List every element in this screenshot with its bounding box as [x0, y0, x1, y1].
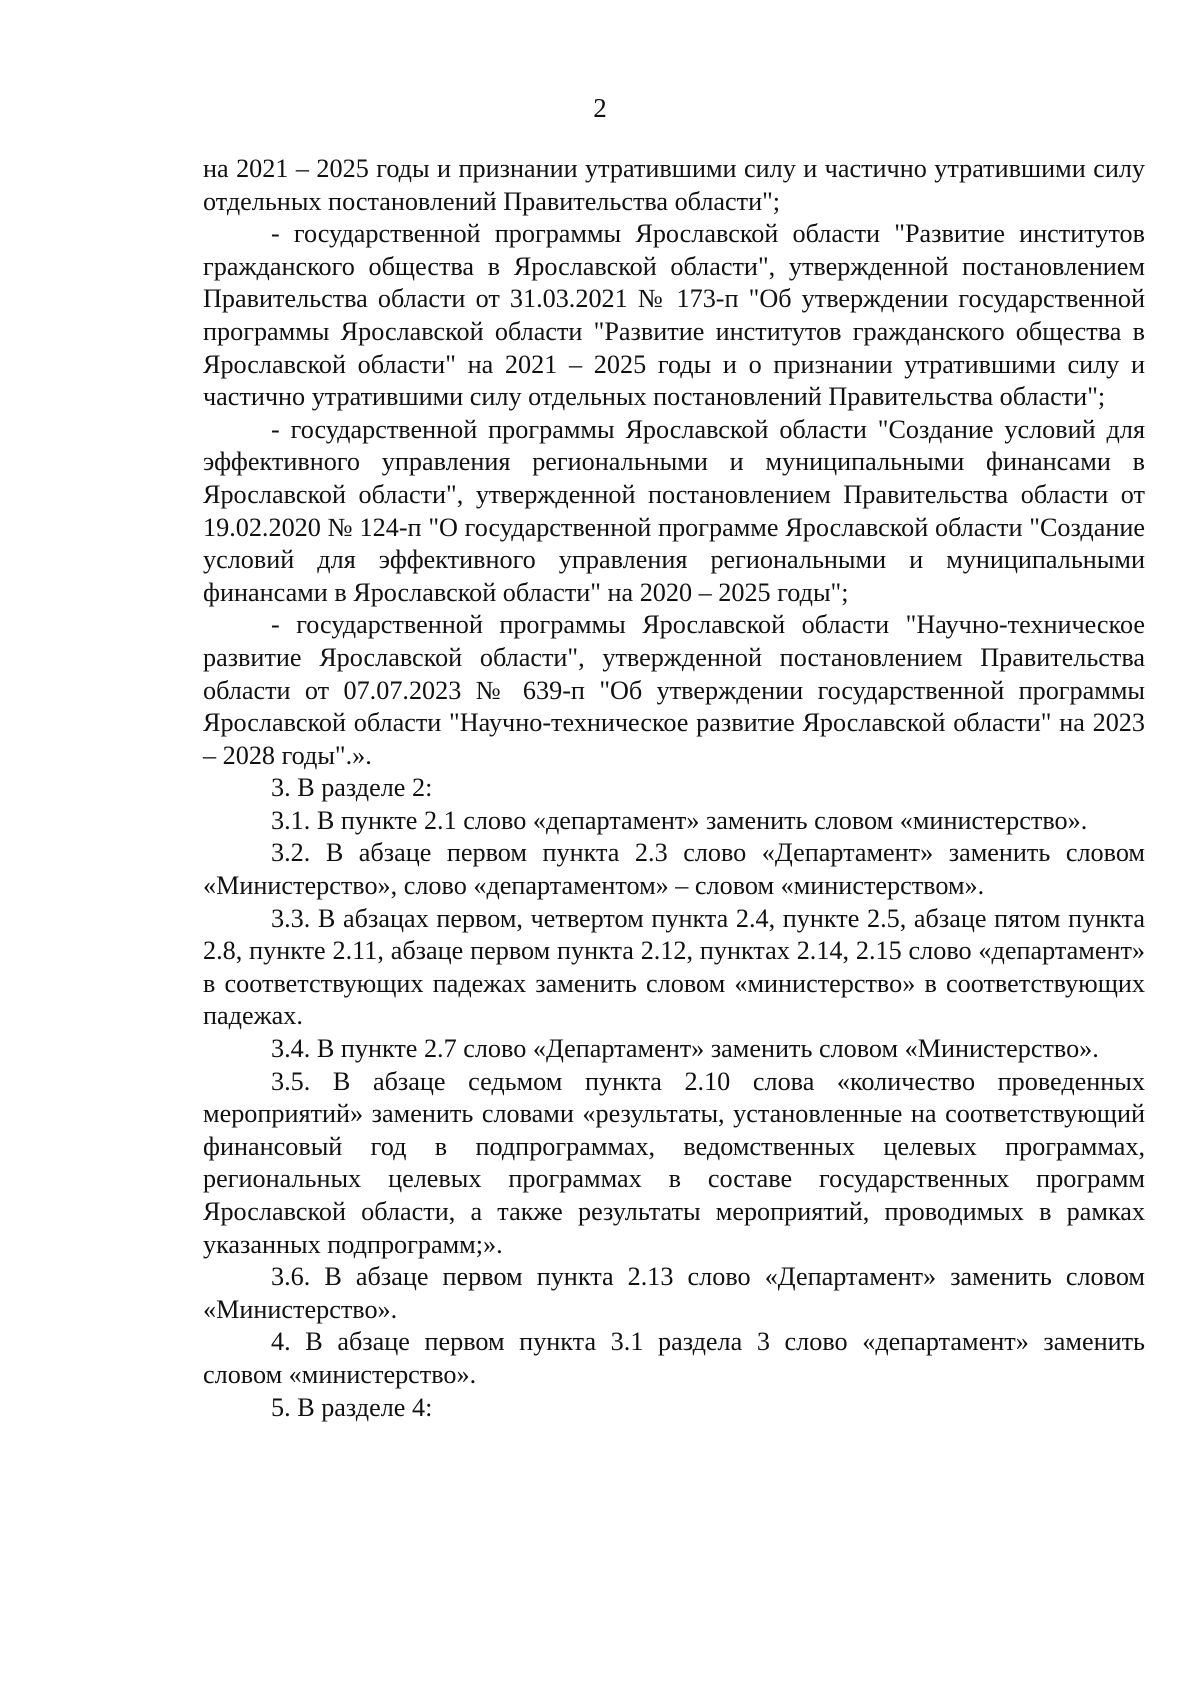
paragraph: 3.2. В абзаце первом пункта 2.3 слово «Департамент» заменить словом «Министерство», слово «департаментом» – словом «министерством». [203, 838, 1145, 901]
paragraph: 5. В разделе 4: [271, 1392, 433, 1422]
paragraph: - государственной программы Ярославской области "Научно-техническое развитие Ярославской области", утвержденной постановлением Правительства области от 07.07.2023 № 639-п "Об утверждении государственной программы Ярославской области "Научно-техническое развитие Ярославской области" на 2023 – 2028 годы".». [203, 610, 1145, 770]
paragraph: на 2021 – 2025 годы и признании утратившими силу и частично утратившими силу отдельных постановлений Правительства области"; [203, 154, 1145, 216]
page-number: 2 [593, 93, 607, 123]
paragraph: - государственной программы Ярославской области "Развитие институтов гражданского общества в Ярославской области", утвержденной постановлением Правительства области от 31.03.2021 № 173-п "Об утверждении государственной программы Ярославской области "Развитие институтов гражданского общества в Ярославской области" на 2021 – 2025 годы и о признании утратившими силу и частично утратившими силу отдельных постановлений Правительства области"; [203, 219, 1145, 412]
paragraph: 3.6. В абзаце первом пункта 2.13 слово «Департамент» заменить словом «Министерство». [203, 1262, 1145, 1324]
paragraph: 3.5. В абзаце седьмом пункта 2.10 слова «количество проведенных мероприятий» заменить словами «результаты, установленные на соответствующий финансовый год в подпрограммах, ведомственных целевых программах, региональных целевых программах в составе государственных программ Ярославской области, а также результаты мероприятий, проводимых в рамках указанных подпрограмм;». [203, 1066, 1145, 1259]
document-body [203, 153, 1145, 1424]
paragraph: 4. В абзаце первом пункта 3.1 раздела 3 слово «департамент» заменить словом «министерство». [203, 1327, 1145, 1389]
paragraph: 3.4. В пункте 2.7 слово «Департамент» заменить словом «Министерство». [271, 1034, 1099, 1064]
paragraph: 3.3. В абзацах первом, четвертом пункта 2.4, пункте 2.5, абзаце пятом пункта 2.8, пункте 2.11, абзаце первом пункта 2.12, пунктах 2.14, 2.15 слово «департамент» в соответствующих падежах заменить словом «министерство» в соответствующих падежах. [203, 903, 1145, 1031]
paragraph: 3.1. В пункте 2.1 слово «департамент» заменить словом «министерство». [271, 805, 1088, 835]
paragraph: 3. В разделе 2: [271, 773, 433, 803]
paragraph: - государственной программы Ярославской области "Создание условий для эффективного управления региональными и муниципальными финансами в Ярославской области", утвержденной постановлением Правительства области от 19.02.2020 № 124-п "О государственной программе Ярославской области "Создание условий для эффективного управления региональными и муниципальными финансами в Ярославской области" на 2020 – 2025 годы"; [203, 414, 1145, 607]
